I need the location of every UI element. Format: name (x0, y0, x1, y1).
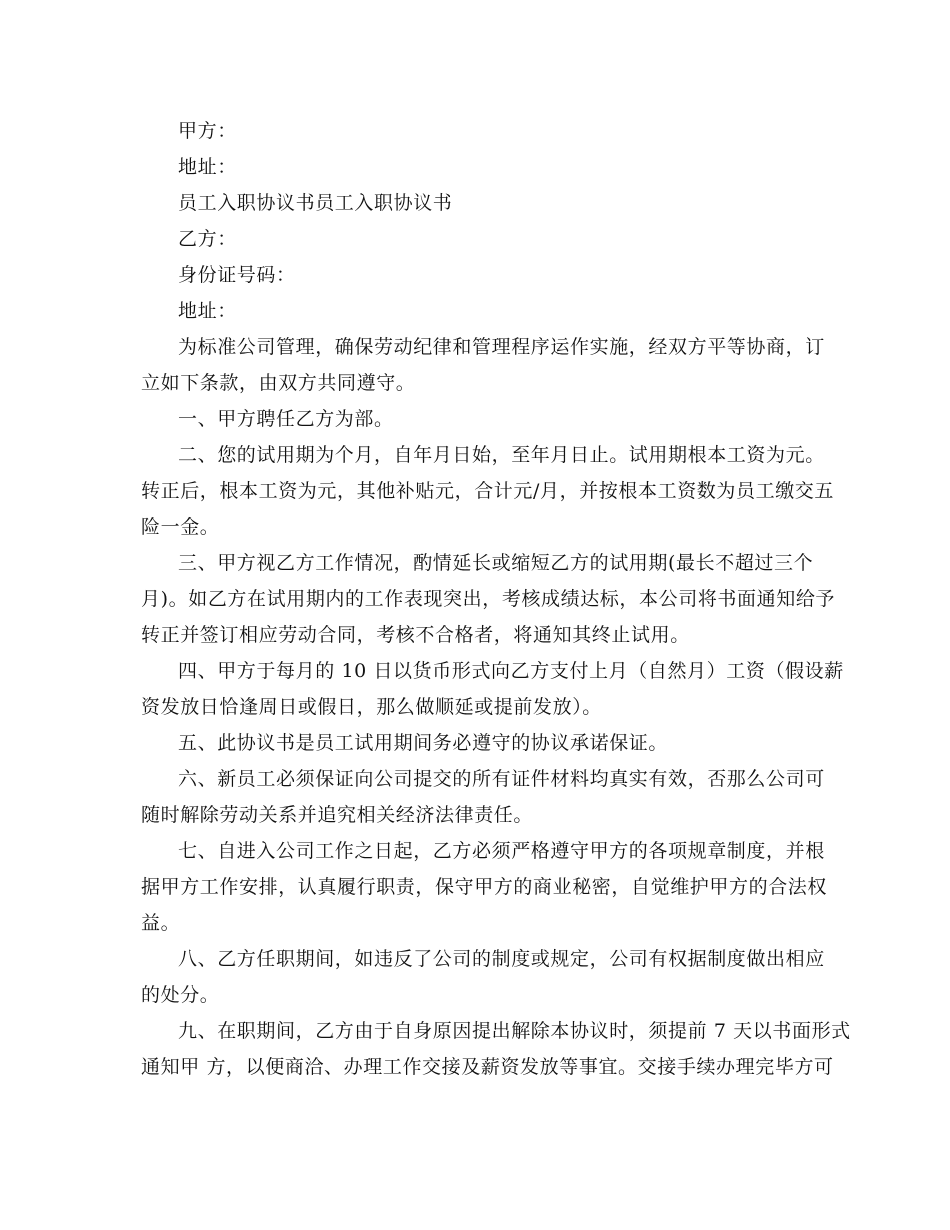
paragraph-line: 转正并签订相应劳动合同，考核不合格者，将通知其终止试用。 (141, 624, 690, 646)
paragraph-line: 的处分。 (141, 984, 220, 1006)
paragraph-line: 三、甲方视乙方工作情况，酌情延长或缩短乙方的试用期(最长不超过三个 (178, 552, 814, 574)
paragraph-line: 六、新员工必须保证向公司提交的所有证件材料均真实有效，否那么公司可 (178, 768, 825, 790)
paragraph-line: 据甲方工作安排，认真履行职责，保守甲方的商业秘密，自觉维护甲方的合法权 (141, 876, 828, 898)
paragraph-line: 四、甲方于每月的 10 日以货币形式向乙方支付上月（自然月）工资（假设薪 (178, 660, 844, 682)
paragraph-line: 立如下条款，由双方共同遵守。 (141, 372, 416, 394)
paragraph-line: 通知甲 方，以便商洽、办理工作交接及薪资发放等事宜。交接手续办理完毕方可 (141, 1056, 834, 1078)
paragraph-line: 月)。如乙方在试用期内的工作表现突出，考核成绩达标，本公司将书面通知给予 (141, 588, 836, 610)
paragraph-line: 八、乙方任职期间，如违反了公司的制度或规定，公司有权据制度做出相应 (178, 948, 825, 970)
paragraph-line: 为标准公司管理，确保劳动纪律和管理程序运作实施，经双方平等协商，订 (178, 336, 825, 358)
clause-1 (141, 401, 816, 437)
address-b-label: 地址： (178, 300, 237, 322)
clause-8 (141, 941, 825, 1013)
paragraph-line: 资发放日恰逢周日或假日，那么做顺延或提前发放）。 (141, 696, 602, 718)
clause-9 (141, 1013, 851, 1085)
paragraph-line: 九、在职期间，乙方由于自身原因提出解除本协议时，须提前 7 天以书面形式 (178, 1020, 851, 1042)
clause-7 (141, 833, 828, 941)
paragraph-line: 一、甲方聘任乙方为部。 (178, 408, 394, 430)
paragraph-line: 五、此协议书是员工试用期间务必遵守的协议承诺保证。 (178, 732, 669, 754)
document-title: 员工入职协议书员工入职协议书 (178, 192, 453, 214)
party-a-label: 甲方： (178, 120, 237, 142)
paragraph-line: 险一金。 (141, 516, 220, 538)
clause-2 (141, 437, 835, 545)
id-number-label: 身份证号码： (178, 264, 296, 286)
clause-4 (141, 653, 844, 725)
party-b-label: 乙方： (178, 228, 237, 250)
paragraph-preamble (141, 329, 825, 401)
paragraph-line: 益。 (141, 912, 181, 934)
paragraph-line: 随时解除劳动关系并追究相关经济法律责任。 (141, 804, 534, 826)
document-body (141, 113, 851, 1085)
address-a-label: 地址： (178, 156, 237, 178)
paragraph-line: 转正后，根本工资为元，其他补贴元，合计元/月，并按根本工资数为员工缴交五 (141, 480, 835, 502)
clause-6 (141, 761, 825, 833)
clause-3 (141, 545, 836, 653)
paragraph-line: 七、自进入公司工作之日起，乙方必须严格遵守甲方的各项规章制度，并根 (178, 840, 825, 862)
paragraph-line: 二、您的试用期为个月，自年月日始，至年月日止。试用期根本工资为元。 (178, 444, 825, 466)
clause-5 (141, 725, 816, 761)
